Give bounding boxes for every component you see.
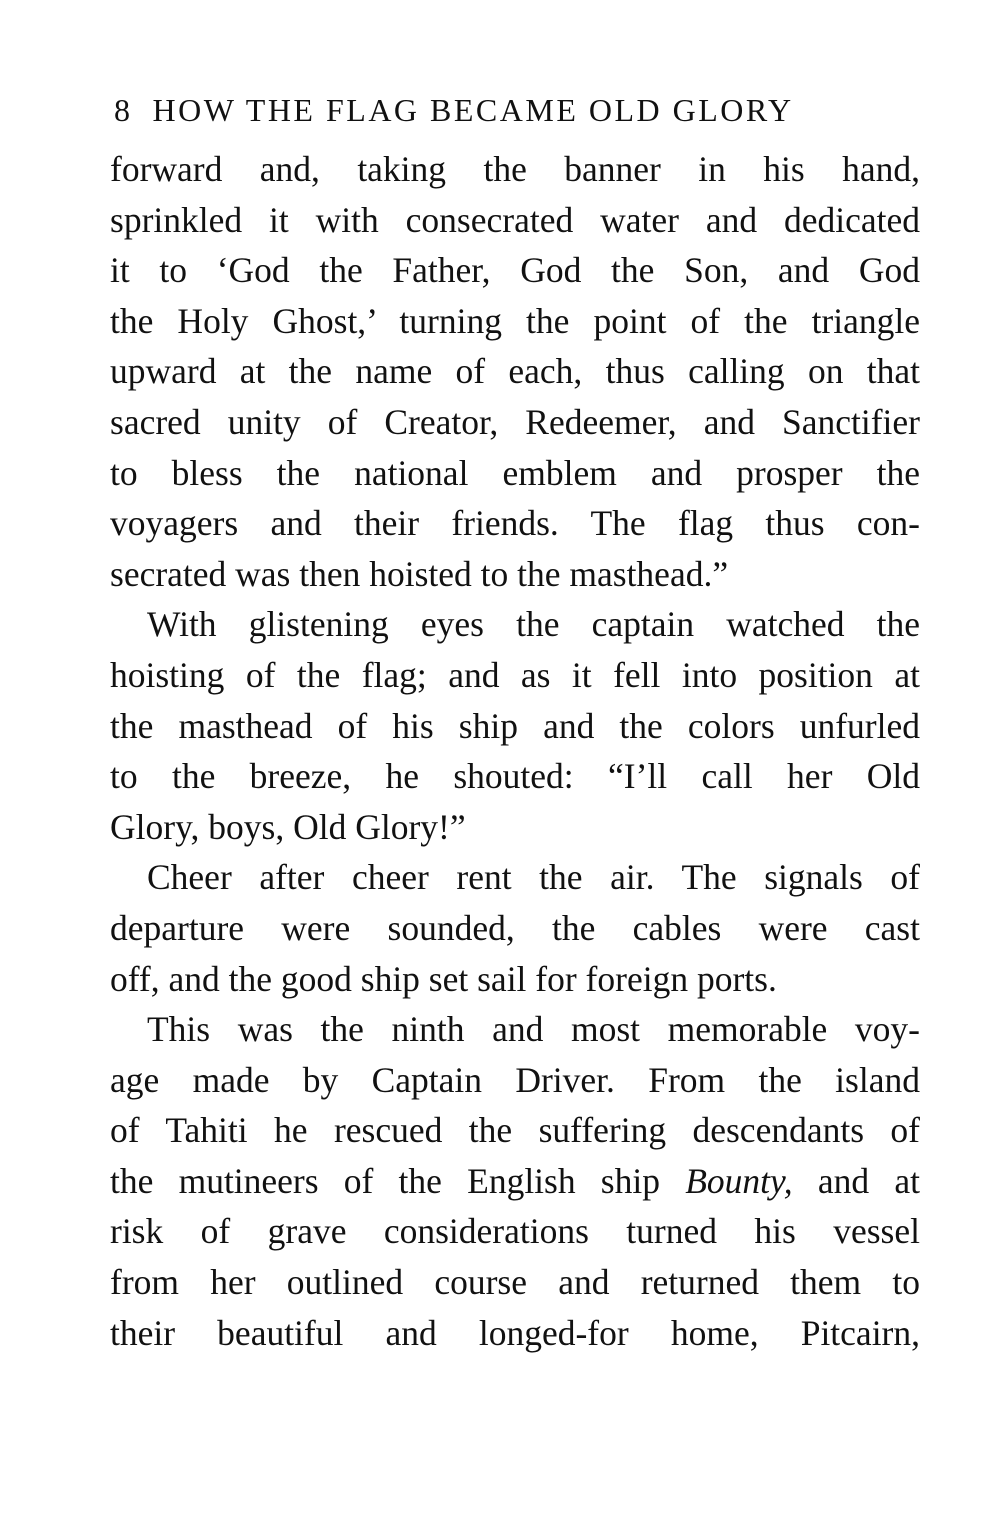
text-line: of Tahiti he rescued the suffering descendants of [110,1110,920,1151]
body-text [110,144,920,1358]
text-line: forward and, taking the banner in his hand, [110,149,920,189]
text-segment: and at [792,1160,920,1201]
text-line: risk of grave considerations turned his vessel [110,1211,920,1252]
text-line: off, and the good ship set sail for foreign ports. [110,958,777,999]
text-line: sprinkled it with consecrated water and dedicated [110,199,920,240]
text-line: the Holy Ghost,’ turning the point of the triangle [110,300,920,341]
text-line: to the breeze, he shouted: “I’ll call her Old [110,756,920,797]
text-line: to bless the national emblem and prosper the [110,452,920,493]
text-line: sacred unity of Creator, Redeemer, and Sanctifier [110,401,920,442]
text-line: voyagers and their friends. The flag thus con- [110,503,920,544]
text-line: their beautiful and longed-for home, Pitcairn, [110,1312,920,1353]
page-number: 8 [114,92,133,128]
ship-name-italic: Bounty, [685,1160,793,1201]
text-line: departure were sounded, the cables were cast [110,907,920,948]
text-line: upward at the name of each, thus calling on that [110,351,920,392]
text-line: secrated was then hoisted to the masthead.” [110,553,729,594]
text-line: age made by Captain Driver. From the island [110,1059,920,1100]
running-header [114,92,920,144]
text-line: hoisting of the flag; and as it fell into position at [110,654,920,695]
text-segment: the mutineers of the English ship [110,1160,686,1201]
paragraph-start-line: With glistening eyes the captain watched the [147,604,920,645]
text-line: Glory, boys, Old Glory!” [110,806,466,847]
text-line-with-ship-name [110,1156,920,1207]
book-page [110,92,920,1358]
text-line: it to ‘God the Father, God the Son, and God [110,250,920,291]
text-line: from her outlined course and returned them to [110,1262,920,1303]
paragraph-start-line: Cheer after cheer rent the air. The signals of [147,857,920,898]
text-line: the masthead of his ship and the colors unfurled [110,705,920,746]
paragraph-start-line: This was the ninth and most memorable voy- [147,1009,920,1050]
running-title: HOW THE FLAG BECAME OLD GLORY [152,92,794,128]
